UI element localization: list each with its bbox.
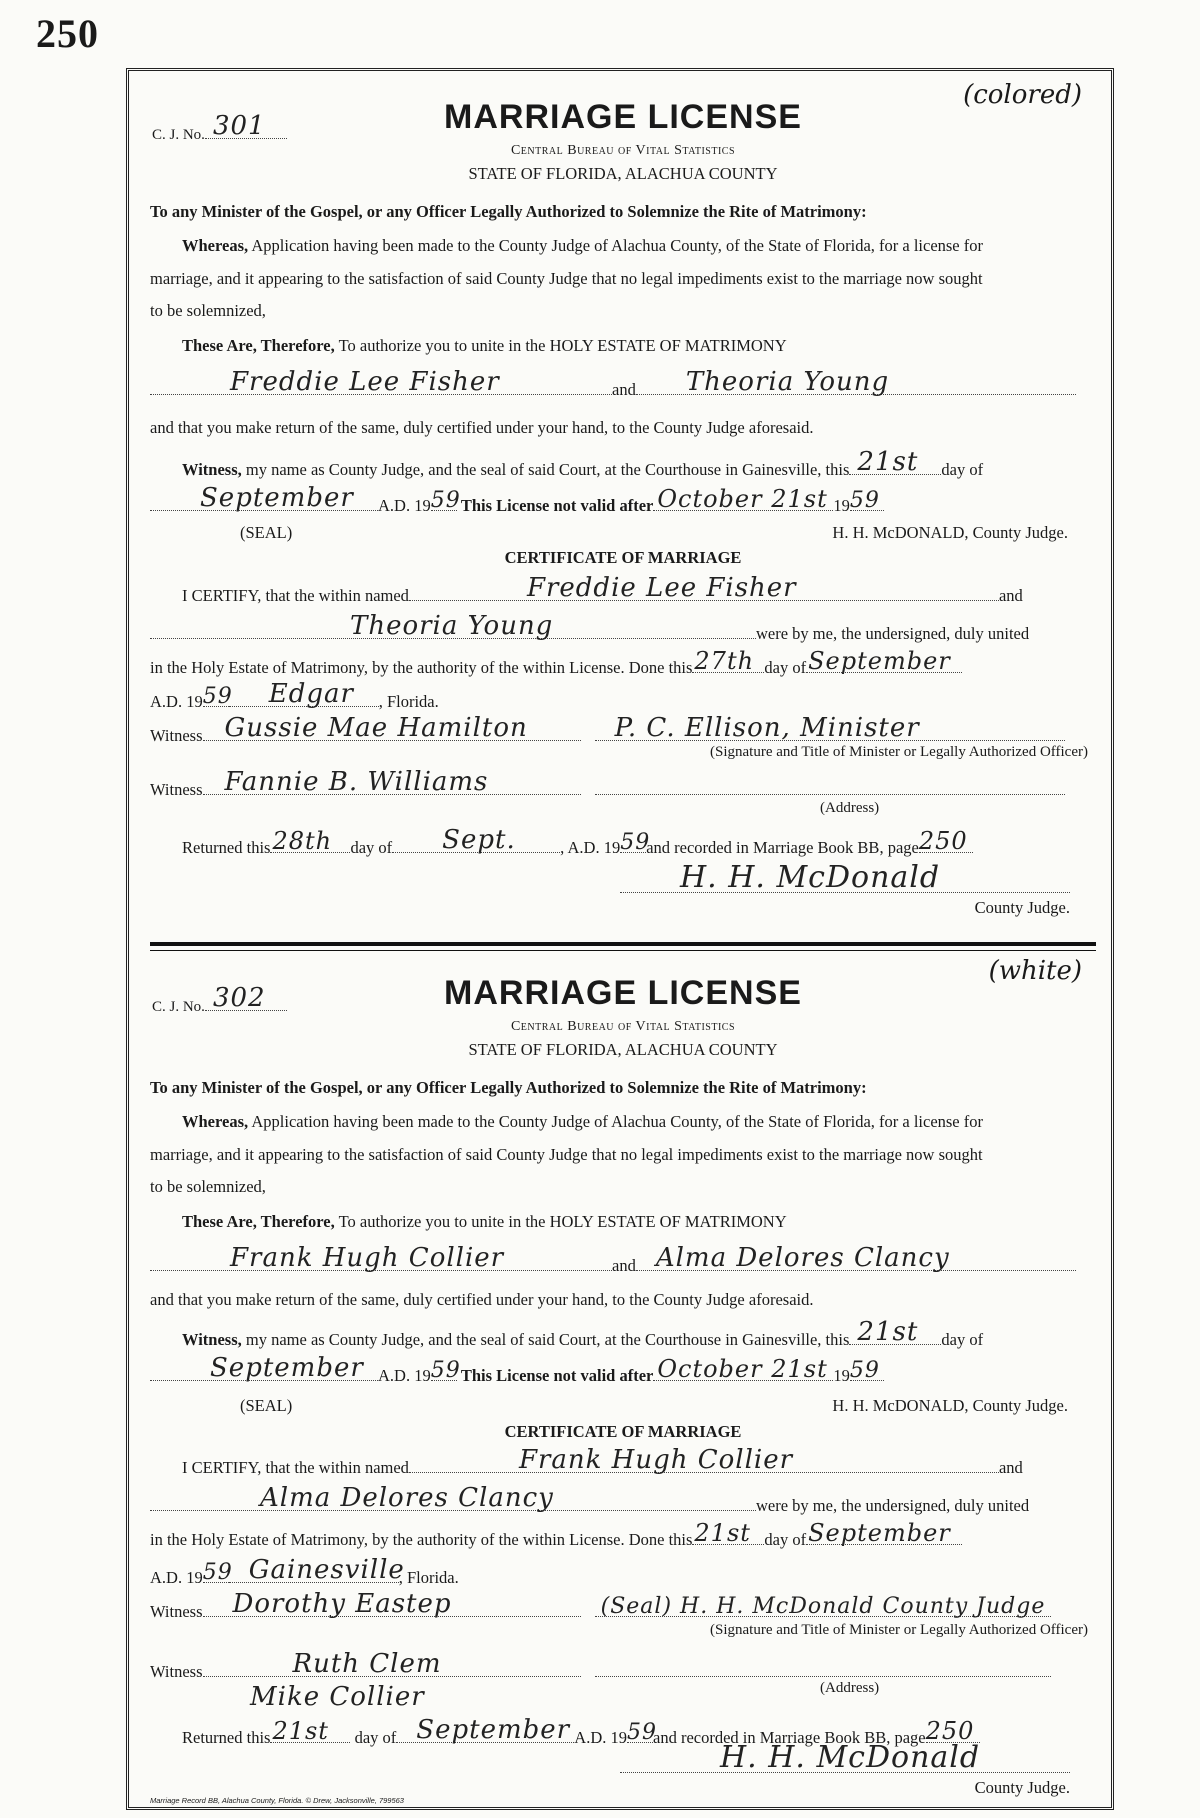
- cj-number-value: 302: [212, 983, 266, 1013]
- witness-1-line: Witness Gussie Mae Hamilton P. C. Ellison, Minister: [150, 720, 1096, 746]
- groom-name: Frank Hugh Collier: [230, 1243, 505, 1273]
- returned-line: Returned this 21st day of September A.D. 19 59 and recorded in Marriage Book BB, page 250: [150, 1722, 1096, 1748]
- record-page: 250: [925, 1717, 975, 1745]
- issue-date-line: September A.D. 19 59 This License not valid after October 21st 19 59: [150, 1358, 1096, 1386]
- returned-day: 21st: [272, 1717, 329, 1745]
- valid-until: October 21st: [657, 485, 828, 513]
- issue-day: 21st: [857, 447, 919, 477]
- witness-2: Fannie B. Williams: [224, 767, 489, 797]
- done-month: September: [808, 1519, 951, 1547]
- these-are-line: These Are, Therefore, To authorize you to unite in the HOLY ESTATE OF MATRIMONY: [182, 336, 787, 355]
- valid-year: 59: [849, 488, 880, 513]
- holy-estate-line: in the Holy Estate of Matrimony, by the authority of the within License. Done this 27th day of September: [150, 652, 1096, 678]
- signature-caption: (Signature and Title of Minister or Legally Authorized Officer): [710, 1622, 1088, 1638]
- cj-number: C. J. No. 302: [152, 990, 287, 1016]
- address-line: To any Minister of the Gospel, or any Officer Legally Authorized to Solemnize the Rite of Matrimony:: [150, 1078, 867, 1097]
- marriage-license-301: [150, 80, 1096, 940]
- place: Gainesville: [248, 1555, 405, 1585]
- state-county: STATE OF FLORIDA, ALACHUA COUNTY: [468, 1040, 778, 1059]
- witness-1: Dorothy Eastep: [232, 1589, 452, 1619]
- groom-name: Freddie Lee Fisher: [230, 367, 500, 397]
- issue-year: 59: [430, 488, 461, 513]
- certify-line: I CERTIFY, that the within named Frank Hugh Collier and: [182, 1445, 1023, 1477]
- whereas-line-3: to be solemnized,: [150, 1177, 266, 1196]
- witness-line: Witness, my name as County Judge, and the seal of said Court, at the Courthouse in Gainesville, this 21st day of: [182, 1317, 984, 1349]
- address-line: To any Minister of the Gospel, or any Officer Legally Authorized to Solemnize the Rite of Matrimony:: [150, 202, 867, 221]
- county-judge-label: County Judge.: [974, 898, 1070, 917]
- certificate-title: CERTIFICATE OF MARRIAGE: [504, 548, 742, 567]
- certify-line: I CERTIFY, that the within named Freddie Lee Fisher and: [182, 573, 1023, 605]
- judge-name: H. H. McDONALD, County Judge.: [832, 1396, 1068, 1415]
- section-divider-thin: [150, 950, 1096, 951]
- seal-label: (SEAL): [240, 1396, 293, 1415]
- returned-year: 59: [627, 1720, 657, 1745]
- certificate-title: CERTIFICATE OF MARRIAGE: [504, 1422, 742, 1441]
- witness-2-line: Witness Fannie B. Williams: [150, 774, 1096, 800]
- address-caption: (Address): [820, 800, 880, 816]
- united-line: Theoria Young were by me, the undersigned, duly united: [150, 616, 1096, 644]
- license-title: MARRIAGE LICENSE: [444, 974, 802, 1012]
- issue-date-line: September A.D. 19 59 This License not valid after October 21st 19 59: [150, 488, 1096, 516]
- whereas-line-1: Whereas, Application having been made to the County Judge of Alachua County, of the State of Florida, for a license for: [182, 236, 983, 255]
- cj-number: C. J. No. 301: [152, 118, 287, 144]
- done-year: 59: [202, 1560, 233, 1585]
- bureau-name: Central Bureau of Vital Statistics: [510, 1019, 736, 1034]
- witness-2-line: Witness Ruth Clem: [150, 1656, 1096, 1682]
- valid-until: October 21st: [657, 1355, 828, 1383]
- state-county: STATE OF FLORIDA, ALACHUA COUNTY: [468, 164, 778, 183]
- race-annotation: (white): [988, 956, 1082, 986]
- bride-name: Alma Delores Clancy: [655, 1243, 950, 1273]
- witness-2: Ruth Clem: [292, 1649, 442, 1679]
- officiant: (Seal) H. H. McDonald County Judge: [600, 1594, 1046, 1619]
- witness-line: Witness, my name as County Judge, and the seal of said Court, at the Courthouse in Gainesville, this 21st day of: [182, 447, 984, 479]
- returned-line: Returned this 28th day of Sept. , A.D. 19 59 and recorded in Marriage Book BB, page 250: [150, 832, 1096, 858]
- judge-signature: H. H. McDonald: [680, 860, 941, 895]
- race-annotation: (colored): [963, 80, 1082, 110]
- return-line: and that you make return of the same, duly certified under your hand, to the County Judge aforesaid.: [150, 418, 814, 437]
- bride-name: Theoria Young: [685, 367, 890, 397]
- holy-estate-line: in the Holy Estate of Matrimony, by the authority of the within License. Done this 21st day of September: [150, 1524, 1096, 1550]
- judge-name: H. H. McDONALD, County Judge.: [832, 523, 1068, 542]
- whereas-line-3: to be solemnized,: [150, 301, 266, 320]
- judge-signature: H. H. McDonald: [720, 1740, 981, 1775]
- cert-bride: Alma Delores Clancy: [260, 1483, 554, 1513]
- issue-year: 59: [430, 1358, 461, 1383]
- parties-line: Frank Hugh Collier and Alma Delores Clancy: [150, 1248, 1096, 1276]
- united-line: Alma Delores Clancy were by me, the undersigned, duly united: [150, 1488, 1096, 1516]
- print-footer: Marriage Record BB, Alachua County, Florida. © Drew, Jacksonville, 799563: [150, 1796, 404, 1805]
- done-day: 27th: [694, 647, 755, 675]
- returned-day: 28th: [272, 827, 333, 855]
- page-number: 250: [36, 11, 99, 56]
- done-month: September: [808, 647, 951, 675]
- signature-caption: (Signature and Title of Minister or Legally Authorized Officer): [710, 744, 1088, 760]
- section-divider: [150, 942, 1096, 946]
- returned-month: Sept.: [442, 825, 516, 855]
- place: Edgar: [268, 679, 354, 709]
- whereas-line-2: marriage, and it appearing to the satisfaction of said County Judge that no legal impediments exist to the marriage now sought: [150, 269, 983, 288]
- cert-groom: Frank Hugh Collier: [518, 1445, 794, 1475]
- witness-3: Mike Collier: [250, 1682, 425, 1712]
- whereas-line-1: Whereas, Application having been made to the County Judge of Alachua County, of the State of Florida, for a license for: [182, 1112, 983, 1131]
- whereas-line-2: marriage, and it appearing to the satisfaction of said County Judge that no legal impediments exist to the marriage now sought: [150, 1145, 983, 1164]
- place-line: A.D. 19 59 Edgar , Florida.: [150, 679, 439, 711]
- issue-day: 21st: [857, 1317, 919, 1347]
- issue-month: September: [200, 483, 354, 513]
- returned-year: 59: [620, 830, 651, 855]
- cj-number-value: 301: [212, 111, 266, 141]
- returned-month: September: [416, 1715, 571, 1745]
- these-are-line: These Are, Therefore, To authorize you to unite in the HOLY ESTATE OF MATRIMONY: [182, 1212, 787, 1231]
- valid-year: 59: [849, 1358, 880, 1383]
- cert-bride: Theoria Young: [350, 611, 554, 641]
- place-line: A.D. 19 59 Gainesville , Florida.: [150, 1555, 459, 1587]
- officiant: P. C. Ellison, Minister: [614, 713, 920, 743]
- license-title: MARRIAGE LICENSE: [444, 98, 802, 136]
- address-caption: (Address): [820, 1680, 880, 1696]
- cert-groom: Freddie Lee Fisher: [526, 573, 797, 603]
- record-page: 250: [918, 827, 968, 855]
- witness-1: Gussie Mae Hamilton: [224, 713, 528, 743]
- done-day: 21st: [694, 1519, 751, 1547]
- witness-1-line: Witness Dorothy Eastep (Seal) H. H. McDonald County Judge: [150, 1596, 1096, 1622]
- marriage-license-302: [150, 956, 1096, 1796]
- issue-month: September: [210, 1353, 364, 1383]
- county-judge-label: County Judge.: [974, 1778, 1070, 1797]
- parties-line: Freddie Lee Fisher and Theoria Young: [150, 372, 1096, 400]
- done-year: 59: [202, 684, 233, 709]
- return-line: and that you make return of the same, duly certified under your hand, to the County Judge aforesaid.: [150, 1290, 814, 1309]
- seal-label: (SEAL): [240, 523, 293, 542]
- bureau-name: Central Bureau of Vital Statistics: [510, 143, 736, 158]
